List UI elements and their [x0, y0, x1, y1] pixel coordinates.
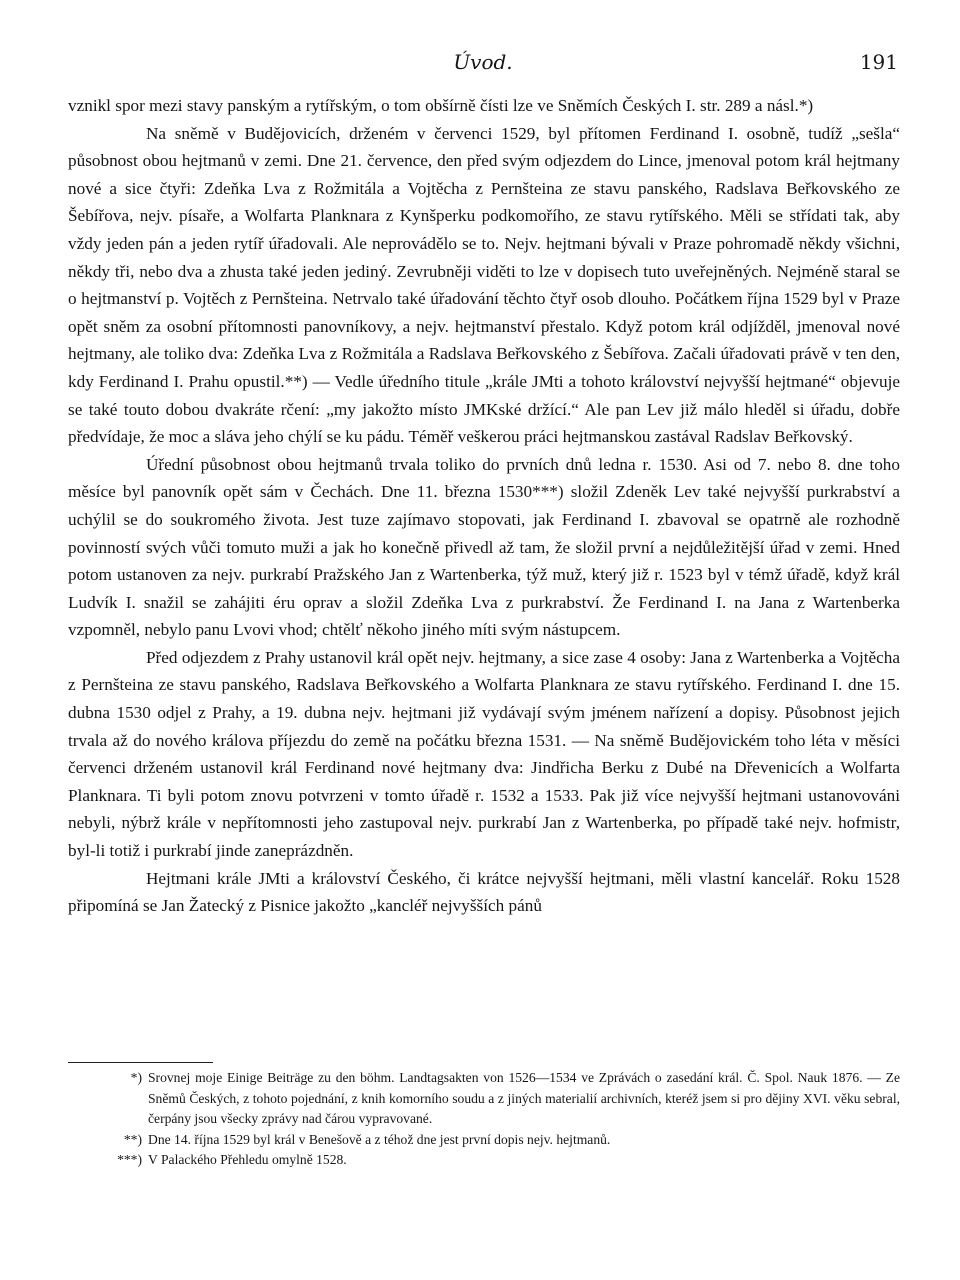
footnote-text: Dne 14. října 1529 byl král v Benešově a z téhož dne jest první dopis nejv. hejtmanů. [148, 1131, 611, 1147]
running-header [68, 50, 898, 78]
footnote-text: Srovnej moje Einige Beiträge zu den böhm. Landtagsakten von 1526—1534 ve Zprávách o zasedání král. Č. Spol. Nauk 1876. — Ze Sněmů Českých, z tohoto pojednání, z knih komorního soudu a z jiných materialií archivních, kteréž jsem si pro dějiny XVI. věku sebral, čerpány jsou všecky zprávy nad čárou vypravované. [148, 1070, 900, 1126]
footnote-mark: **) [123, 1131, 142, 1147]
footnote [68, 1068, 900, 1130]
footnote [68, 1150, 900, 1171]
footnote-mark: *) [130, 1070, 142, 1085]
paragraph: Úřední působnost obou hejtmanů trvala toliko do prvních dnů ledna r. 1530. Asi od 7. nebo 8. dne toho měsíce byl panovník opět sám v Čechách. Dne 11. března 1530***) složil Zdeněk Lev také nejvyšší purkrabství a uchýlil se do soukromého života. Jest tuze zajímavo stopovati, jak Ferdinand I. zbavoval se opatrně ale rozhodně povinností svých vůči tomuto muži a jak ho konečně přivedl až tam, že složil první a nejdůležitější úřad v zemi. Hned potom ustanoven za nejv. purkrabí Pražského Jan z Wartenberka, týž muž, který již r. 1523 byl v témž úřadě, když král Ludvík I. snažil se zahájiti éru oprav a složil Zdeňka Lva z purkrabství. Že Ferdinand I. na Jana z Wartenberka vzpomněl, nebylo panu Lvovi vhod; chtělť někoho jiného míti svým nástupcem. [68, 454, 900, 640]
paragraph-continued: vznikl spor mezi stavy panským a rytířským, o tom obšírně čísti lze ve Sněmích Českých I. str. 289 a násl.*) [68, 96, 814, 115]
footnote [68, 1130, 900, 1151]
paragraph: Na sněmě v Budějovicích, drženém v červenci 1529, byl přítomen Ferdinand I. osobně, tudíž „sešla“ působnost obou hejtmanů v zemi. Dne 21. července, den před svým odjezdem do Lince, jmenoval potom král hejtmany nové a sice čtyři: Zdeňka Lva z Rožmitála a Vojtěcha z Pernšteina ze stavu panského, Radslava Beřkovského ze Šebířova, nejv. písaře, a Wolfarta Planknara z Kynšperku podkomořího, ze stavu rytířského. Měli se střídati tak, aby vždy jeden pán a jeden rytíř úřadovali. Ale neprovádělo se to. Nejv. hejtmani bývali v Praze pohromadě někdy všichni, někdy tři, nebo dva a zhusta také jeden jediný. Zevrubněji viděti to lze v dopisech tuto uveřejněných. Nejméně staral se o hejtmanství p. Vojtěch z Pernšteina. Netrvalo také úřadování těchto čtyř osob dlouho. Počátkem října 1529 byl v Praze opět sněm za osobní přítomnosti panovníkovy, a nejv. hejtmanství přestalo. Když potom král odjížděl, jmenoval nové hejtmany, ale toliko dva: Zdeňka Lva z Rožmitála a Radslava Beřkovského z Šebířova. Začali úřadovati právě v ten den, kdy Ferdinand I. Prahu opustil.**) — Vedle úředního titule „krále JMti a tohoto království nejvyšší hejtmané“ objevuje se také touto dobou dvakráte rčení: „my jakožto místo JMKské držící.“ Ale pan Lev již málo hleděl si úřadu, dobře předvídaje, že moc a sláva jeho chýlí se ku pádu. Téměř veškerou práci hejtmanskou zastával Radslav Beřkovský. [68, 123, 900, 447]
running-title: Úvod. [453, 50, 513, 74]
footnote-separator [68, 1062, 213, 1063]
page-number: 191 [859, 50, 898, 74]
paragraph: Před odjezdem z Prahy ustanovil král opět nejv. hejtmany, a sice zase 4 osoby: Jana z Wartenberka a Vojtěcha z Pernšteina ze stavu panského, Radslava Beřkovského a Wolfarta Planknara ze stavu rytířského. Ferdinand I. dne 15. dubna 1530 odjel z Prahy, a 19. dubna nejv. hejtmani již vydávají svým jménem nařízení a dopisy. Působnost jejich trvala až do nového králova příjezdu do země na počátku března 1531. — Na sněmě Budějovickém toho léta v měsíci červenci drženém ustanovil král Ferdinand nové hejtmany dva: Jindřicha Berku z Dubé na Dřevenicích a Wolfarta Planknara. Ti byli potom znovu potvrzeni v tomto úřadě r. 1532 a 1533. Pak již více nejvyšší hejtmani ustanovováni nebyli, nýbrž krále v nepřítomnosti jeho zastupoval nejv. purkrabí Jan z Wartenberka, po případě také nejv. hofmistr, byl-li totiž i purkrabí jinde zaneprázdněn. [68, 647, 900, 861]
paragraph: Hejtmani krále JMti a království Českého, či krátce nejvyšší hejtmani, měli vlastní kancelář. Roku 1528 připomíná se Jan Žatecký z Pisnice jakožto „kancléř nejvyšších pánů [68, 868, 900, 916]
main-text [68, 92, 900, 920]
footnote-mark: ***) [117, 1152, 142, 1167]
footnote-text: V Palackého Přehledu omylně 1528. [148, 1152, 347, 1167]
footnotes [68, 1068, 900, 1171]
